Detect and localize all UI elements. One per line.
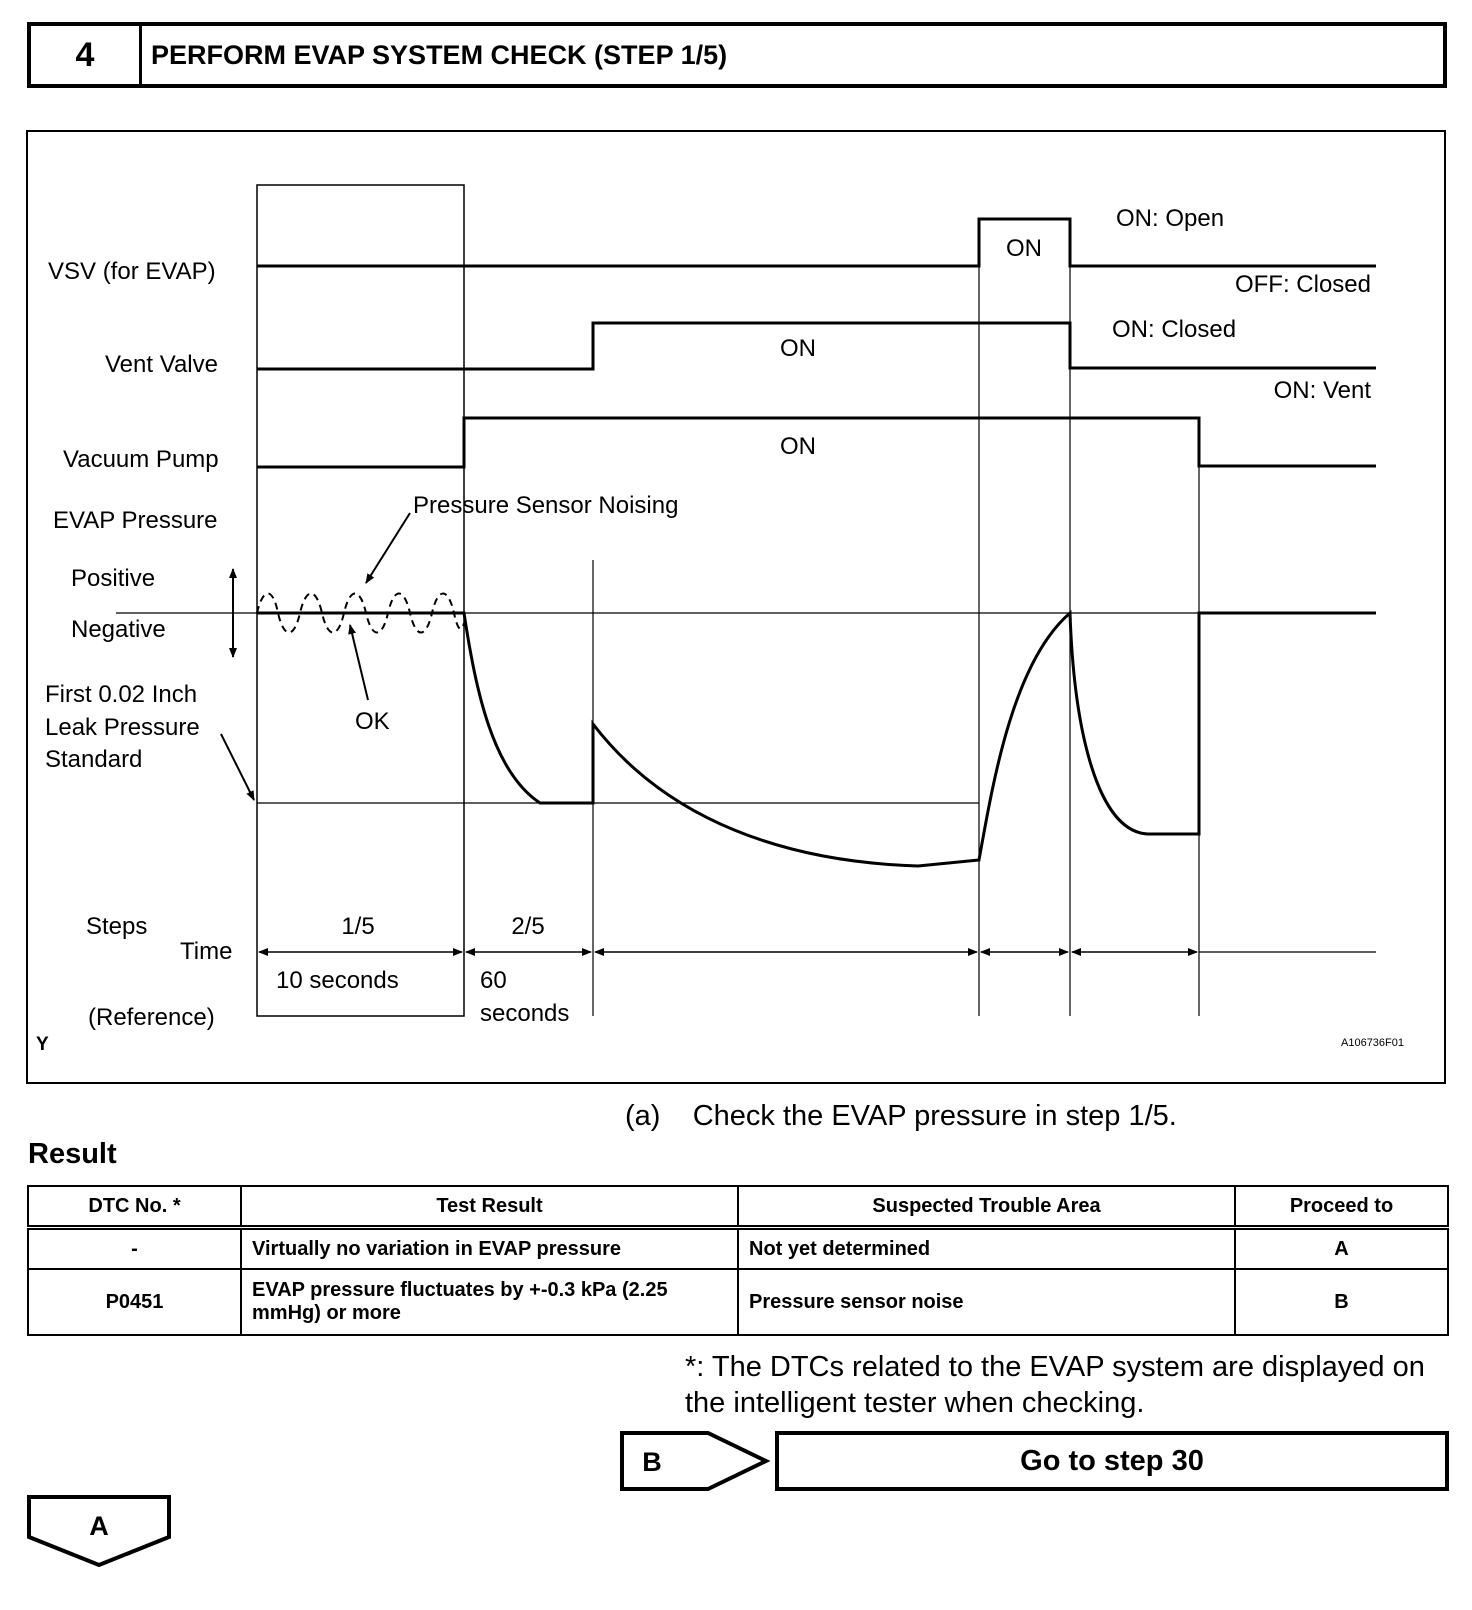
dtc-cell: P0451 — [28, 1269, 241, 1335]
footnote: *: The DTCs related to the EVAP system are displayed on the intelligent tester when checking. — [685, 1351, 1425, 1419]
proceed-cell: A — [1235, 1228, 1448, 1270]
result-table — [27, 1185, 1449, 1336]
table-row — [28, 1228, 1448, 1270]
timing-diagram — [26, 130, 1446, 1084]
instruction-caption — [625, 1100, 1177, 1133]
step-title: PERFORM EVAP SYSTEM CHECK (STEP 1/5) — [151, 40, 728, 70]
vsv-on-label: ON — [1006, 235, 1042, 262]
legend-vent-off: ON: Vent — [1273, 377, 1371, 404]
leak-standard-pointer — [221, 734, 254, 800]
go-to-step-30-box[interactable]: Go to step 30 — [775, 1431, 1449, 1491]
step-2-label: 2/5 — [511, 913, 545, 940]
step-number: 4 — [31, 26, 142, 84]
reference-label: (Reference) — [88, 1004, 215, 1031]
duration-step-1: 10 seconds — [276, 967, 399, 994]
steps-label: Steps — [86, 913, 148, 940]
trouble-area-cell: Pressure sensor noise — [738, 1269, 1235, 1335]
step-1-label: 1/5 — [341, 913, 375, 940]
a-branch-arrow[interactable] — [27, 1495, 171, 1567]
step-1-window — [257, 185, 464, 1016]
vacuum-pump-signal — [257, 418, 1376, 467]
duration-step-2-line2: seconds — [480, 1000, 570, 1027]
table-row — [28, 1269, 1448, 1335]
evap-pressure-curve — [257, 613, 1376, 866]
figure-id: A106736F01 — [1341, 1037, 1404, 1049]
a-branch-label: A — [89, 1511, 109, 1541]
corner-mark: Y — [36, 1034, 49, 1055]
caption-text: Check the EVAP pressure in step 1/5. — [692, 1100, 1177, 1132]
test-result-cell: EVAP pressure fluctuates by +-0.3 kPa (2.25 mmHg) or more — [241, 1269, 738, 1335]
legend-vent-on: ON: Closed — [1112, 316, 1237, 343]
b-branch-label: B — [642, 1447, 662, 1477]
label-leak-standard-2: Leak Pressure — [45, 714, 200, 741]
time-label: Time — [180, 938, 233, 965]
step-header — [27, 22, 1447, 88]
ok-pointer — [350, 625, 368, 700]
label-vsv: VSV (for EVAP) — [48, 258, 216, 285]
vent-on-label: ON — [780, 335, 816, 362]
label-vacuum-pump: Vacuum Pump — [63, 446, 219, 473]
column-header: Test Result — [241, 1186, 738, 1228]
table-header-row — [28, 1186, 1448, 1228]
column-header: Suspected Trouble Area — [738, 1186, 1235, 1228]
pump-on-label: ON — [780, 433, 816, 460]
test-result-cell: Virtually no variation in EVAP pressure — [241, 1228, 738, 1270]
label-leak-standard-1: First 0.02 Inch — [45, 681, 198, 708]
column-header: DTC No. * — [28, 1186, 241, 1228]
legend-vsv-off: OFF: Closed — [1234, 271, 1371, 298]
proceed-cell: B — [1235, 1269, 1448, 1335]
label-evap-pressure: EVAP Pressure — [53, 507, 218, 534]
ok-annotation: OK — [355, 708, 390, 735]
label-vent-valve: Vent Valve — [105, 351, 218, 378]
dtc-cell: - — [28, 1228, 241, 1270]
label-leak-standard-3: Standard — [45, 746, 143, 773]
result-heading: Result — [28, 1138, 117, 1170]
trouble-area-cell: Not yet determined — [738, 1228, 1235, 1270]
b-branch-arrow[interactable] — [620, 1431, 770, 1491]
column-header: Proceed to — [1235, 1186, 1448, 1228]
label-negative: Negative — [71, 616, 166, 643]
legend-vsv-on: ON: Open — [1116, 205, 1225, 232]
timing-diagram-svg — [28, 132, 1444, 1082]
duration-step-2-line1: 60 — [480, 967, 507, 994]
label-positive: Positive — [71, 565, 156, 592]
caption-item: (a) — [625, 1100, 661, 1132]
noise-annotation: Pressure Sensor Noising — [413, 492, 679, 519]
noise-pointer — [366, 513, 410, 583]
